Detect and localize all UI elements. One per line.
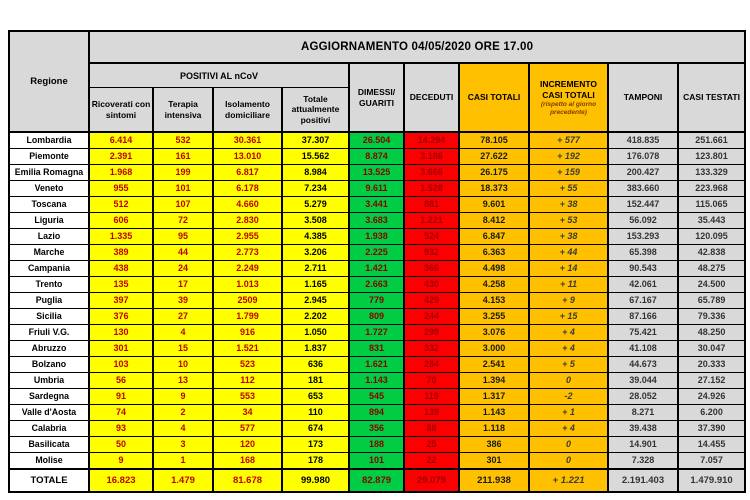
value-cell: 1.165 bbox=[282, 277, 349, 293]
value-cell: 3.441 bbox=[349, 197, 404, 213]
value-cell: + 5 bbox=[529, 357, 608, 373]
value-cell: 244 bbox=[404, 309, 459, 325]
region-name: Lazio bbox=[9, 229, 89, 245]
value-cell: 9 bbox=[89, 453, 153, 470]
value-cell: 44.673 bbox=[608, 357, 678, 373]
value-cell: + 4 bbox=[529, 341, 608, 357]
value-cell: 65.398 bbox=[608, 245, 678, 261]
value-cell: 6.363 bbox=[459, 245, 529, 261]
value-cell: 56.092 bbox=[608, 213, 678, 229]
value-cell: 95 bbox=[153, 229, 213, 245]
table-row bbox=[9, 357, 745, 373]
value-cell: 1.221 bbox=[404, 213, 459, 229]
table-row bbox=[9, 245, 745, 261]
table-body bbox=[9, 132, 745, 492]
value-cell: 28.052 bbox=[608, 389, 678, 405]
value-cell: 6.200 bbox=[678, 405, 745, 421]
value-cell: 332 bbox=[404, 341, 459, 357]
table-row bbox=[9, 325, 745, 341]
value-cell: 3.255 bbox=[459, 309, 529, 325]
value-cell: 120.095 bbox=[678, 229, 745, 245]
value-cell: 120 bbox=[213, 437, 282, 453]
value-cell: 2.249 bbox=[213, 261, 282, 277]
table-row bbox=[9, 405, 745, 421]
value-cell: 301 bbox=[459, 453, 529, 470]
value-cell: 79.336 bbox=[678, 309, 745, 325]
value-cell: + 11 bbox=[529, 277, 608, 293]
region-name: Friuli V.G. bbox=[9, 325, 89, 341]
value-cell: + 38 bbox=[529, 229, 608, 245]
value-cell: 2.225 bbox=[349, 245, 404, 261]
value-cell: 16.823 bbox=[89, 469, 153, 492]
table-row bbox=[9, 149, 745, 165]
value-cell: 48.250 bbox=[678, 325, 745, 341]
incremento-label: INCREMENTO CASI TOTALI bbox=[540, 78, 597, 100]
value-cell: 14.901 bbox=[608, 437, 678, 453]
value-cell: + 192 bbox=[529, 149, 608, 165]
value-cell: 955 bbox=[89, 181, 153, 197]
value-cell: 42.838 bbox=[678, 245, 745, 261]
value-cell: + 4 bbox=[529, 325, 608, 341]
value-cell: 72 bbox=[153, 213, 213, 229]
value-cell: 1.013 bbox=[213, 277, 282, 293]
value-cell: 82.879 bbox=[349, 469, 404, 492]
region-name: Toscana bbox=[9, 197, 89, 213]
value-cell: + 14 bbox=[529, 261, 608, 277]
value-cell: 7.234 bbox=[282, 181, 349, 197]
value-cell: 4 bbox=[153, 325, 213, 341]
value-cell: 3.000 bbox=[459, 341, 529, 357]
value-cell: 3.508 bbox=[282, 213, 349, 229]
value-cell: 4.498 bbox=[459, 261, 529, 277]
col-header-dimessi-guariti: DIMESSI/ GUARITI bbox=[349, 63, 404, 132]
col-header-isolamento: Isolamento domiciliare bbox=[213, 88, 282, 133]
value-cell: 4.258 bbox=[459, 277, 529, 293]
value-cell: 1.479 bbox=[153, 469, 213, 492]
value-cell: 636 bbox=[282, 357, 349, 373]
value-cell: 0 bbox=[529, 437, 608, 453]
value-cell: 653 bbox=[282, 389, 349, 405]
value-cell: 13.010 bbox=[213, 149, 282, 165]
value-cell: 65.789 bbox=[678, 293, 745, 309]
value-cell: 139 bbox=[404, 405, 459, 421]
value-cell: 14.455 bbox=[678, 437, 745, 453]
value-cell: 366 bbox=[404, 261, 459, 277]
value-cell: 10 bbox=[153, 357, 213, 373]
value-cell: 6.847 bbox=[459, 229, 529, 245]
table-row bbox=[9, 213, 745, 229]
value-cell: 1.727 bbox=[349, 325, 404, 341]
value-cell: 181 bbox=[282, 373, 349, 389]
value-cell: 50 bbox=[89, 437, 153, 453]
value-cell: 135 bbox=[89, 277, 153, 293]
value-cell: 70 bbox=[404, 373, 459, 389]
value-cell: 110 bbox=[282, 405, 349, 421]
col-header-tamponi: TAMPONI bbox=[608, 63, 678, 132]
value-cell: 1.837 bbox=[282, 341, 349, 357]
value-cell: + 53 bbox=[529, 213, 608, 229]
value-cell: 119 bbox=[404, 389, 459, 405]
value-cell: + 9 bbox=[529, 293, 608, 309]
value-cell: 37.307 bbox=[282, 132, 349, 149]
table-row bbox=[9, 437, 745, 453]
value-cell: 39.438 bbox=[608, 421, 678, 437]
value-cell: 26.504 bbox=[349, 132, 404, 149]
table-row bbox=[9, 293, 745, 309]
col-header-ricoverati: Ricoverati con sintomi bbox=[89, 88, 153, 133]
value-cell: 101 bbox=[349, 453, 404, 470]
value-cell: 2.773 bbox=[213, 245, 282, 261]
value-cell: 78.105 bbox=[459, 132, 529, 149]
table-row bbox=[9, 165, 745, 181]
value-cell: 4.660 bbox=[213, 197, 282, 213]
value-cell: 3.683 bbox=[349, 213, 404, 229]
value-cell: 44 bbox=[153, 245, 213, 261]
value-cell: 14.294 bbox=[404, 132, 459, 149]
table-row bbox=[9, 309, 745, 325]
region-name: Umbria bbox=[9, 373, 89, 389]
value-cell: + 38 bbox=[529, 197, 608, 213]
value-cell: 81.678 bbox=[213, 469, 282, 492]
value-cell: 6.817 bbox=[213, 165, 282, 181]
value-cell: 674 bbox=[282, 421, 349, 437]
value-cell: 8.874 bbox=[349, 149, 404, 165]
value-cell: 75.421 bbox=[608, 325, 678, 341]
value-cell: 3.186 bbox=[404, 149, 459, 165]
value-cell: 553 bbox=[213, 389, 282, 405]
table-row bbox=[9, 389, 745, 405]
value-cell: 894 bbox=[349, 405, 404, 421]
value-cell: 2509 bbox=[213, 293, 282, 309]
value-cell: 48.275 bbox=[678, 261, 745, 277]
region-name: Lombardia bbox=[9, 132, 89, 149]
value-cell: 30.361 bbox=[213, 132, 282, 149]
value-cell: 1.050 bbox=[282, 325, 349, 341]
value-cell: 376 bbox=[89, 309, 153, 325]
region-name: Liguria bbox=[9, 213, 89, 229]
value-cell: 809 bbox=[349, 309, 404, 325]
value-cell: 438 bbox=[89, 261, 153, 277]
value-cell: -2 bbox=[529, 389, 608, 405]
region-name: Valle d'Aosta bbox=[9, 405, 89, 421]
value-cell: 4.385 bbox=[282, 229, 349, 245]
value-cell: 2.191.403 bbox=[608, 469, 678, 492]
value-cell: 22 bbox=[404, 453, 459, 470]
value-cell: 67.167 bbox=[608, 293, 678, 309]
value-cell: 199 bbox=[153, 165, 213, 181]
value-cell: 211.938 bbox=[459, 469, 529, 492]
table-row bbox=[9, 341, 745, 357]
value-cell: 88 bbox=[404, 421, 459, 437]
value-cell: 7.328 bbox=[608, 453, 678, 470]
value-cell: 1.479.910 bbox=[678, 469, 745, 492]
value-cell: 25 bbox=[404, 437, 459, 453]
value-cell: 3.206 bbox=[282, 245, 349, 261]
value-cell: 17 bbox=[153, 277, 213, 293]
value-cell: 130 bbox=[89, 325, 153, 341]
region-name: Campania bbox=[9, 261, 89, 277]
value-cell: 2.663 bbox=[349, 277, 404, 293]
value-cell: 284 bbox=[404, 357, 459, 373]
table-row bbox=[9, 229, 745, 245]
value-cell: 1.317 bbox=[459, 389, 529, 405]
region-name: Piemonte bbox=[9, 149, 89, 165]
value-cell: 173 bbox=[282, 437, 349, 453]
value-cell: 2.541 bbox=[459, 357, 529, 373]
value-cell: 176.078 bbox=[608, 149, 678, 165]
value-cell: 3.076 bbox=[459, 325, 529, 341]
value-cell: 39 bbox=[153, 293, 213, 309]
value-cell: 152.447 bbox=[608, 197, 678, 213]
value-cell: 161 bbox=[153, 149, 213, 165]
value-cell: 8.412 bbox=[459, 213, 529, 229]
value-cell: 932 bbox=[404, 245, 459, 261]
value-cell: 397 bbox=[89, 293, 153, 309]
value-cell: 2.830 bbox=[213, 213, 282, 229]
incremento-note: (rispetto al giorno precedente) bbox=[540, 101, 597, 116]
value-cell: 29.079 bbox=[404, 469, 459, 492]
value-cell: 9.601 bbox=[459, 197, 529, 213]
region-name: Puglia bbox=[9, 293, 89, 309]
value-cell: 6.414 bbox=[89, 132, 153, 149]
value-cell: 779 bbox=[349, 293, 404, 309]
value-cell: 2.945 bbox=[282, 293, 349, 309]
value-cell: 103 bbox=[89, 357, 153, 373]
region-name: Marche bbox=[9, 245, 89, 261]
value-cell: 524 bbox=[404, 229, 459, 245]
value-cell: 1.968 bbox=[89, 165, 153, 181]
value-cell: 8.271 bbox=[608, 405, 678, 421]
region-name: Bolzano bbox=[9, 357, 89, 373]
totale-label: TOTALE bbox=[9, 469, 89, 492]
value-cell: 606 bbox=[89, 213, 153, 229]
value-cell: 35.443 bbox=[678, 213, 745, 229]
value-cell: 356 bbox=[349, 421, 404, 437]
value-cell: 299 bbox=[404, 325, 459, 341]
region-name: Basilicata bbox=[9, 437, 89, 453]
value-cell: 153.293 bbox=[608, 229, 678, 245]
region-name: Sardegna bbox=[9, 389, 89, 405]
value-cell: 1.394 bbox=[459, 373, 529, 389]
value-cell: 1.143 bbox=[349, 373, 404, 389]
value-cell: + 15 bbox=[529, 309, 608, 325]
value-cell: 2.202 bbox=[282, 309, 349, 325]
value-cell: 2 bbox=[153, 405, 213, 421]
value-cell: 26.175 bbox=[459, 165, 529, 181]
value-cell: 223.968 bbox=[678, 181, 745, 197]
region-name: Emilia Romagna bbox=[9, 165, 89, 181]
value-cell: 523 bbox=[213, 357, 282, 373]
col-header-regione: Regione bbox=[9, 31, 89, 132]
value-cell: 27.152 bbox=[678, 373, 745, 389]
value-cell: 9.611 bbox=[349, 181, 404, 197]
col-header-deceduti: DECEDUTI bbox=[404, 63, 459, 132]
table-row bbox=[9, 132, 745, 149]
col-header-terapia-intensiva: Terapia intensiva bbox=[153, 88, 213, 133]
value-cell: 8.984 bbox=[282, 165, 349, 181]
table-row bbox=[9, 181, 745, 197]
value-cell: 4.153 bbox=[459, 293, 529, 309]
value-cell: 1.143 bbox=[459, 405, 529, 421]
value-cell: + 1.221 bbox=[529, 469, 608, 492]
value-cell: 1.938 bbox=[349, 229, 404, 245]
value-cell: 532 bbox=[153, 132, 213, 149]
value-cell: 24.500 bbox=[678, 277, 745, 293]
totals-row bbox=[9, 469, 745, 492]
col-header-totale-positivi: Totale attualmente positivi bbox=[282, 88, 349, 133]
value-cell: 13.525 bbox=[349, 165, 404, 181]
region-name: Molise bbox=[9, 453, 89, 470]
value-cell: 188 bbox=[349, 437, 404, 453]
value-cell: 1.799 bbox=[213, 309, 282, 325]
value-cell: 577 bbox=[213, 421, 282, 437]
value-cell: 27.622 bbox=[459, 149, 529, 165]
value-cell: 13 bbox=[153, 373, 213, 389]
value-cell: 115.065 bbox=[678, 197, 745, 213]
value-cell: 91 bbox=[89, 389, 153, 405]
value-cell: 1.528 bbox=[404, 181, 459, 197]
value-cell: 39.044 bbox=[608, 373, 678, 389]
value-cell: 101 bbox=[153, 181, 213, 197]
value-cell: 2.391 bbox=[89, 149, 153, 165]
value-cell: 3.666 bbox=[404, 165, 459, 181]
value-cell: 386 bbox=[459, 437, 529, 453]
value-cell: 20.333 bbox=[678, 357, 745, 373]
region-name: Veneto bbox=[9, 181, 89, 197]
value-cell: 3 bbox=[153, 437, 213, 453]
value-cell: 90.543 bbox=[608, 261, 678, 277]
col-header-casi-testati: CASI TESTATI bbox=[678, 63, 745, 132]
table-row bbox=[9, 261, 745, 277]
value-cell: 24 bbox=[153, 261, 213, 277]
value-cell: 107 bbox=[153, 197, 213, 213]
value-cell: + 577 bbox=[529, 132, 608, 149]
value-cell: 4 bbox=[153, 421, 213, 437]
value-cell: 0 bbox=[529, 373, 608, 389]
value-cell: 133.329 bbox=[678, 165, 745, 181]
value-cell: 429 bbox=[404, 293, 459, 309]
value-cell: 178 bbox=[282, 453, 349, 470]
value-cell: 6.178 bbox=[213, 181, 282, 197]
value-cell: 18.373 bbox=[459, 181, 529, 197]
value-cell: 37.390 bbox=[678, 421, 745, 437]
value-cell: 2.955 bbox=[213, 229, 282, 245]
value-cell: 831 bbox=[349, 341, 404, 357]
value-cell: 1 bbox=[153, 453, 213, 470]
value-cell: + 44 bbox=[529, 245, 608, 261]
value-cell: 200.427 bbox=[608, 165, 678, 181]
table-header bbox=[9, 31, 745, 132]
value-cell: 1.621 bbox=[349, 357, 404, 373]
col-header-casi-totali: CASI TOTALI bbox=[459, 63, 529, 132]
covid-data-table bbox=[8, 30, 746, 493]
group-header-positivi: POSITIVI AL nCoV bbox=[89, 63, 349, 88]
region-name: Abruzzo bbox=[9, 341, 89, 357]
value-cell: 42.061 bbox=[608, 277, 678, 293]
value-cell: 30.047 bbox=[678, 341, 745, 357]
value-cell: 5.279 bbox=[282, 197, 349, 213]
value-cell: 27 bbox=[153, 309, 213, 325]
value-cell: 168 bbox=[213, 453, 282, 470]
value-cell: 545 bbox=[349, 389, 404, 405]
value-cell: + 1 bbox=[529, 405, 608, 421]
value-cell: 881 bbox=[404, 197, 459, 213]
value-cell: 418.835 bbox=[608, 132, 678, 149]
value-cell: + 159 bbox=[529, 165, 608, 181]
value-cell: 0 bbox=[529, 453, 608, 470]
value-cell: 251.661 bbox=[678, 132, 745, 149]
value-cell: 1.521 bbox=[213, 341, 282, 357]
value-cell: 9 bbox=[153, 389, 213, 405]
value-cell: + 4 bbox=[529, 421, 608, 437]
value-cell: 99.980 bbox=[282, 469, 349, 492]
table-row bbox=[9, 421, 745, 437]
table-row bbox=[9, 453, 745, 470]
value-cell: 383.660 bbox=[608, 181, 678, 197]
value-cell: 512 bbox=[89, 197, 153, 213]
covid-table-container bbox=[8, 30, 744, 493]
value-cell: 41.108 bbox=[608, 341, 678, 357]
value-cell: 34 bbox=[213, 405, 282, 421]
value-cell: 1.118 bbox=[459, 421, 529, 437]
table-row bbox=[9, 277, 745, 293]
value-cell: 430 bbox=[404, 277, 459, 293]
value-cell: 7.057 bbox=[678, 453, 745, 470]
value-cell: 2.711 bbox=[282, 261, 349, 277]
region-name: Sicilia bbox=[9, 309, 89, 325]
value-cell: 93 bbox=[89, 421, 153, 437]
region-name: Calabria bbox=[9, 421, 89, 437]
value-cell: 916 bbox=[213, 325, 282, 341]
value-cell: 123.801 bbox=[678, 149, 745, 165]
value-cell: 87.166 bbox=[608, 309, 678, 325]
value-cell: + 55 bbox=[529, 181, 608, 197]
value-cell: 24.926 bbox=[678, 389, 745, 405]
col-header-incremento bbox=[529, 63, 608, 132]
value-cell: 15.562 bbox=[282, 149, 349, 165]
region-name: Trento bbox=[9, 277, 89, 293]
table-row bbox=[9, 373, 745, 389]
value-cell: 389 bbox=[89, 245, 153, 261]
value-cell: 1.421 bbox=[349, 261, 404, 277]
value-cell: 1.335 bbox=[89, 229, 153, 245]
table-row bbox=[9, 197, 745, 213]
value-cell: 56 bbox=[89, 373, 153, 389]
value-cell: 74 bbox=[89, 405, 153, 421]
value-cell: 301 bbox=[89, 341, 153, 357]
value-cell: 112 bbox=[213, 373, 282, 389]
update-title: AGGIORNAMENTO 04/05/2020 ORE 17.00 bbox=[89, 31, 745, 63]
value-cell: 15 bbox=[153, 341, 213, 357]
